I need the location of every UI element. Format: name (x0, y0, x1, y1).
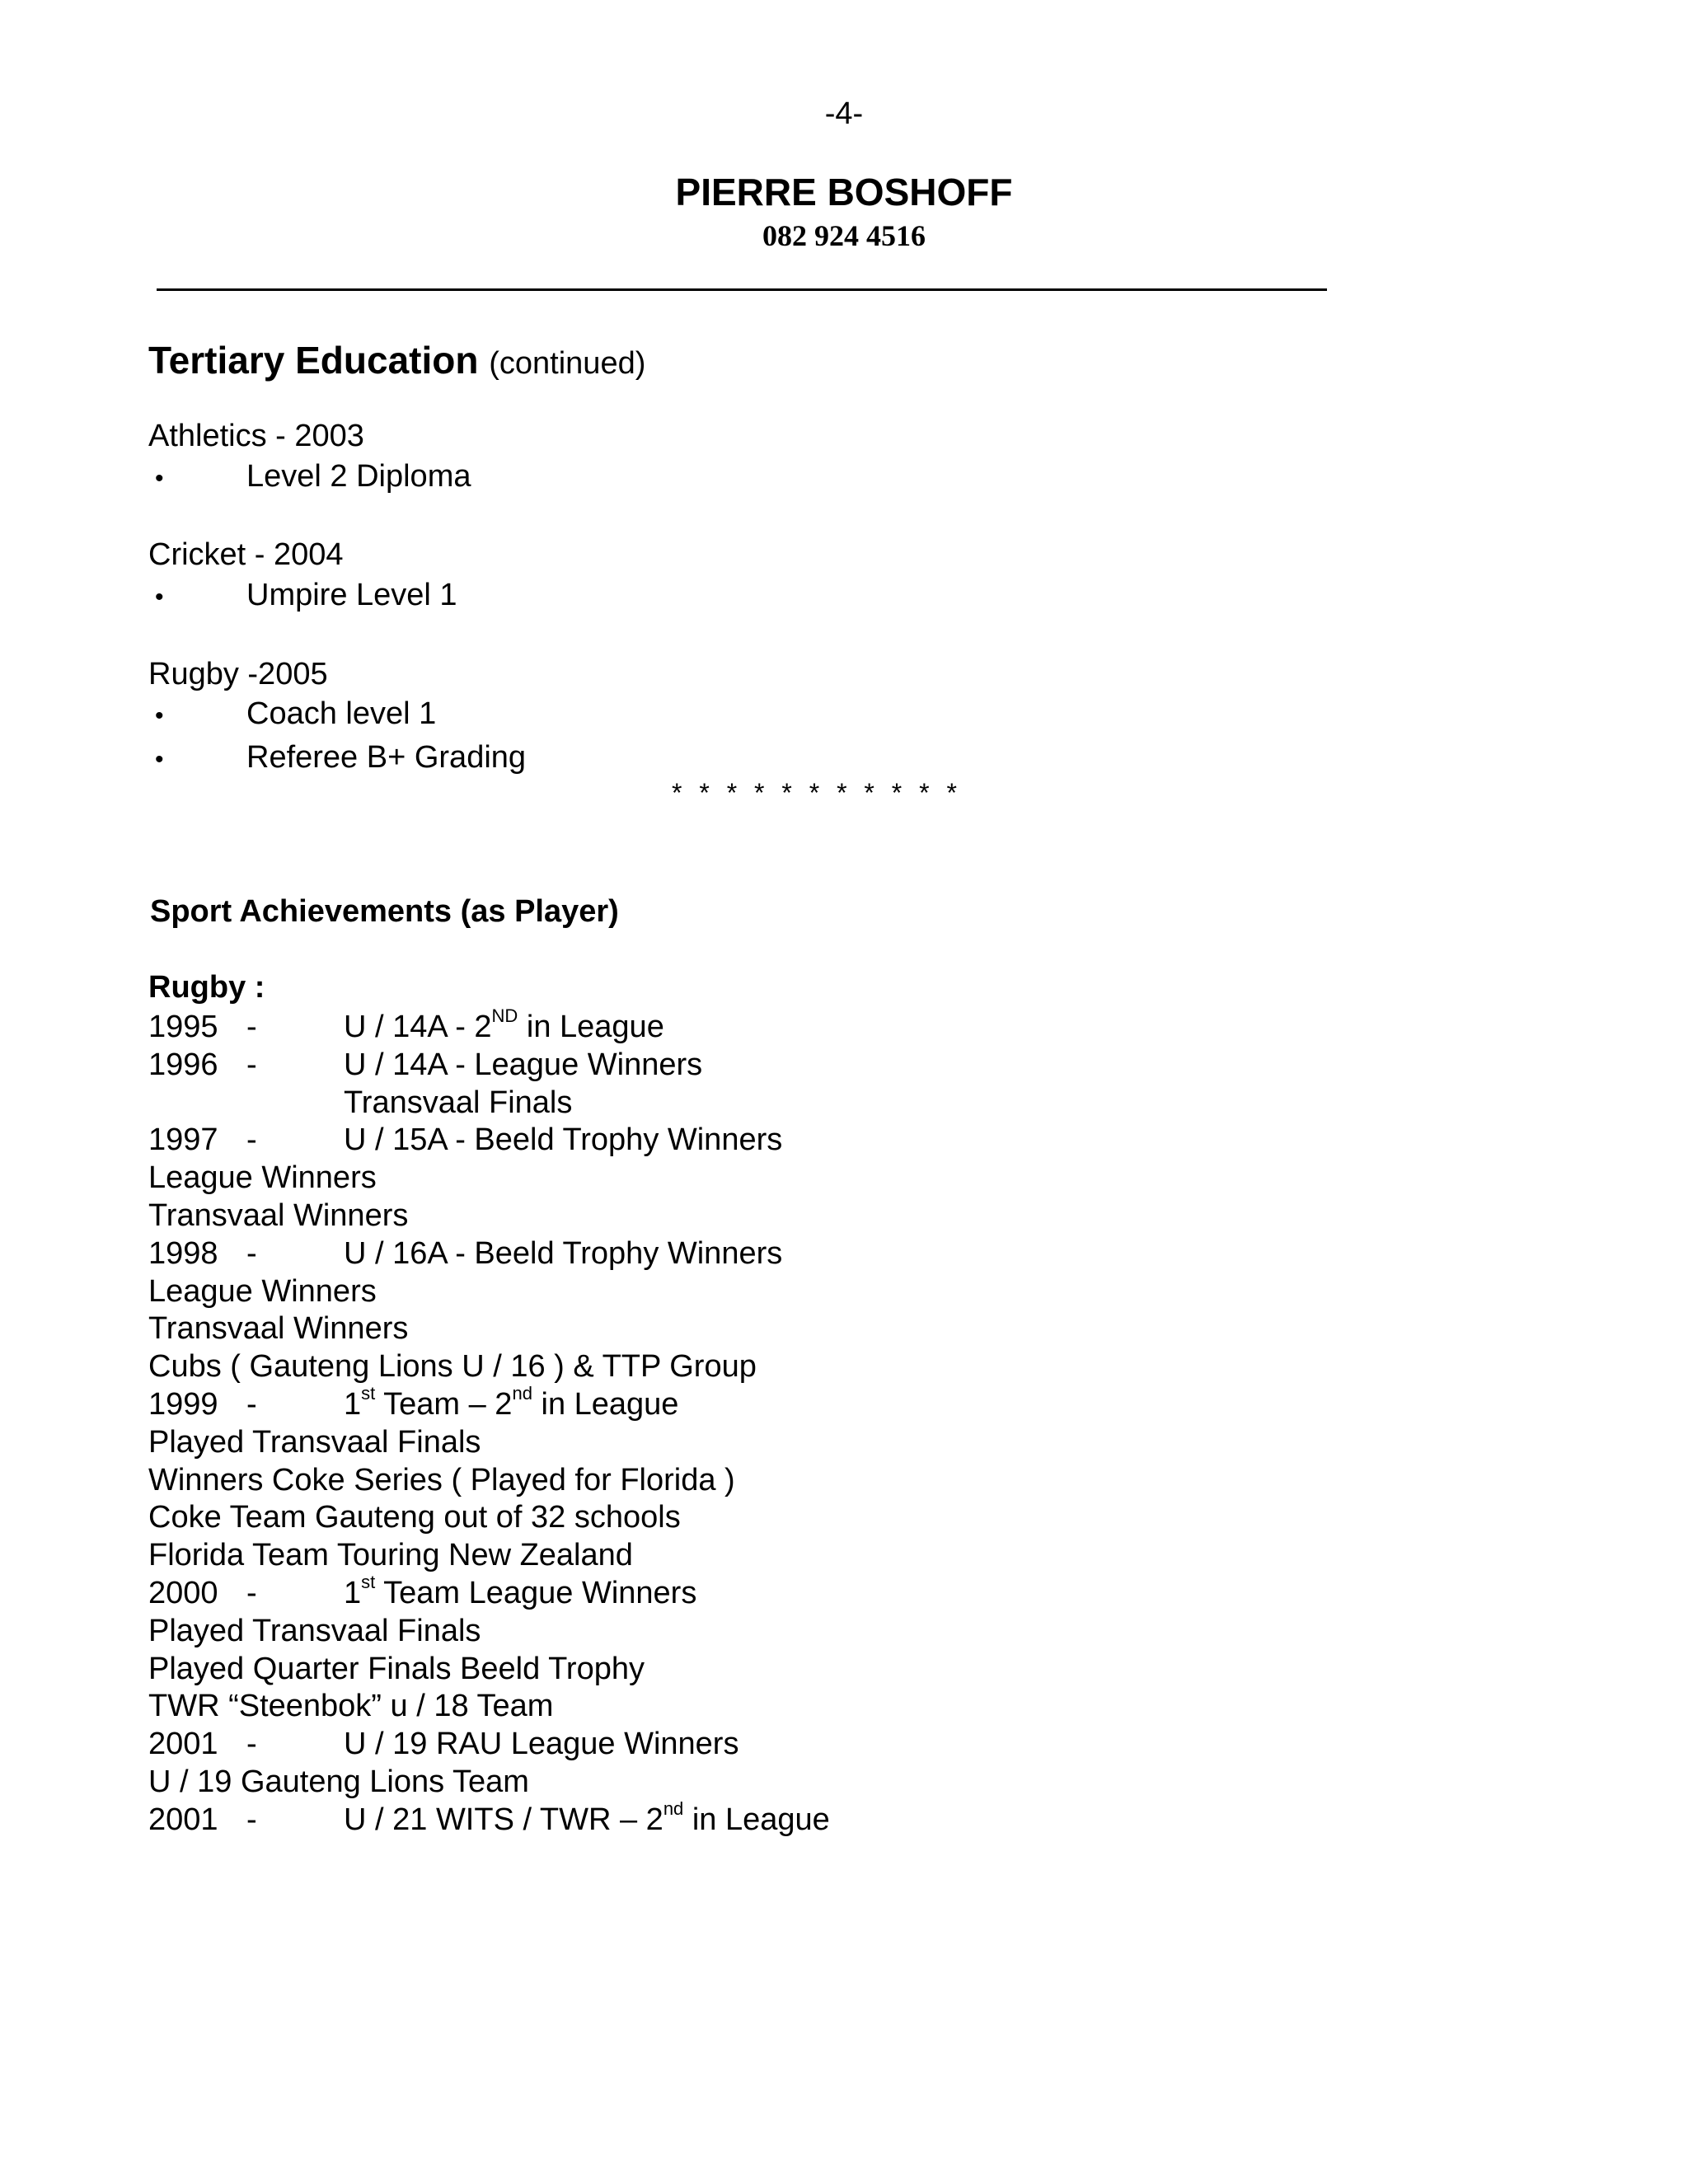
ordinal-suffix: ND (491, 1005, 518, 1027)
achievement-line (148, 1159, 377, 1197)
achievement-text: TWR “Steenbok” u / 18 Team (148, 1689, 554, 1723)
achievement-line (148, 1612, 481, 1650)
achievement-year: 1998 (148, 1236, 218, 1271)
achievement-year: 1997 (148, 1122, 218, 1157)
achievement-text: U / 21 WITS / TWR – 2 (344, 1802, 663, 1837)
achievement-text: in League (518, 1010, 664, 1044)
achievement-line (148, 1272, 377, 1310)
candidate-name: PIERRE BOSHOFF (675, 171, 1013, 213)
achievement-text: Coke Team Gauteng out of 32 schools (148, 1500, 681, 1535)
achievement-line (148, 1498, 681, 1536)
achievement-line (344, 1121, 782, 1159)
achievement-text: U / 19 RAU League Winners (344, 1727, 739, 1761)
ordinal-suffix: nd (663, 1798, 684, 1820)
achievement-text: in League (532, 1387, 679, 1422)
achievement-line (148, 1650, 645, 1688)
achievement-text: U / 14A - League Winners (344, 1047, 703, 1082)
achievement-text: U / 16A - Beeld Trophy Winners (344, 1236, 783, 1271)
achievement-text: Winners Coke Series ( Played for Florida ) (148, 1463, 735, 1497)
bullet-icon: • (155, 465, 164, 492)
bullet-icon: • (155, 702, 164, 729)
ordinal-suffix: st (361, 1383, 376, 1404)
achievement-year: 1999 (148, 1387, 218, 1422)
achievement-year: 1995 (148, 1010, 218, 1044)
achievement-text: Team League Winners (375, 1576, 697, 1610)
achievement-text: League Winners (148, 1160, 377, 1195)
achievement-text: Transvaal Winners (148, 1311, 409, 1346)
group-heading-cricket: Cricket - 2004 (148, 537, 344, 572)
ordinal-suffix: nd (512, 1383, 532, 1404)
phone-number: 082 924 4516 (762, 219, 926, 252)
achievement-line (148, 1536, 633, 1574)
achievement-text: U / 15A - Beeld Trophy Winners (344, 1122, 783, 1157)
section-divider-stars: * * * * * * * * * * * (672, 778, 962, 808)
achievement-text: Cubs ( Gauteng Lions U / 16 ) & TTP Group (148, 1349, 757, 1384)
achievement-year: 2001 (148, 1802, 218, 1837)
achievement-line (148, 1763, 529, 1801)
page-number: -4- (824, 96, 864, 131)
achievement-text: Florida Team Touring New Zealand (148, 1538, 633, 1572)
achievement-line (344, 1385, 678, 1423)
achievement-line (344, 1235, 782, 1272)
achievement-dash: - (246, 1387, 257, 1422)
group-heading-athletics: Athletics - 2003 (148, 419, 364, 453)
achievement-dash: - (246, 1802, 257, 1837)
achievement-text: 1 (344, 1576, 362, 1610)
list-item: Referee B+ Grading (246, 740, 527, 775)
achievement-line (148, 1310, 408, 1347)
achievement-line (148, 1461, 735, 1499)
achievement-line (344, 1798, 830, 1839)
achievement-text: 1 (344, 1387, 362, 1422)
achievement-text: Transvaal Finals (344, 1085, 573, 1120)
achievement-text: Transvaal Winners (148, 1198, 409, 1233)
achievement-year: 1996 (148, 1047, 218, 1082)
achievement-year: 2001 (148, 1727, 218, 1761)
achievement-dash: - (246, 1236, 257, 1271)
achievement-line (344, 1574, 696, 1612)
rugby-heading: Rugby : (148, 970, 265, 1005)
list-item: Coach level 1 (246, 696, 437, 731)
group-heading-rugby: Rugby -2005 (148, 657, 328, 691)
achievement-text: U / 14A - 2 (344, 1010, 492, 1044)
achievement-text: Played Transvaal Finals (148, 1425, 481, 1460)
bullet-icon: • (155, 583, 164, 611)
achievement-line (344, 1084, 572, 1122)
achievement-dash: - (246, 1727, 257, 1761)
achievement-year: 2000 (148, 1576, 218, 1610)
achievement-text: Team – 2 (375, 1387, 513, 1422)
tertiary-education-title (148, 338, 645, 382)
achievement-dash: - (246, 1047, 257, 1082)
achievement-line (344, 1725, 738, 1763)
achievement-line (344, 1005, 664, 1046)
ordinal-suffix: st (361, 1572, 376, 1593)
achievement-dash: - (246, 1576, 257, 1610)
achievement-text: Played Quarter Finals Beeld Trophy (148, 1652, 645, 1686)
achievement-text: in League (683, 1802, 830, 1837)
achievement-line (148, 1197, 408, 1235)
bullet-icon: • (155, 746, 164, 773)
list-item: Umpire Level 1 (246, 578, 457, 612)
achievement-line (148, 1347, 757, 1385)
achievement-line (344, 1046, 702, 1084)
achievement-text: U / 19 Gauteng Lions Team (148, 1765, 529, 1799)
section-title-suffix: (continued) (489, 346, 646, 381)
achievement-line (148, 1423, 481, 1461)
achievement-dash: - (246, 1122, 257, 1157)
achievement-text: League Winners (148, 1274, 377, 1309)
achievement-line (148, 1687, 553, 1725)
achievement-text: Played Transvaal Finals (148, 1614, 481, 1648)
section-title-text: Tertiary Education (148, 339, 479, 382)
achievement-dash: - (246, 1010, 257, 1044)
sport-achievements-title: Sport Achievements (as Player) (150, 894, 619, 929)
header-divider (157, 288, 1327, 291)
list-item: Level 2 Diploma (246, 459, 471, 494)
